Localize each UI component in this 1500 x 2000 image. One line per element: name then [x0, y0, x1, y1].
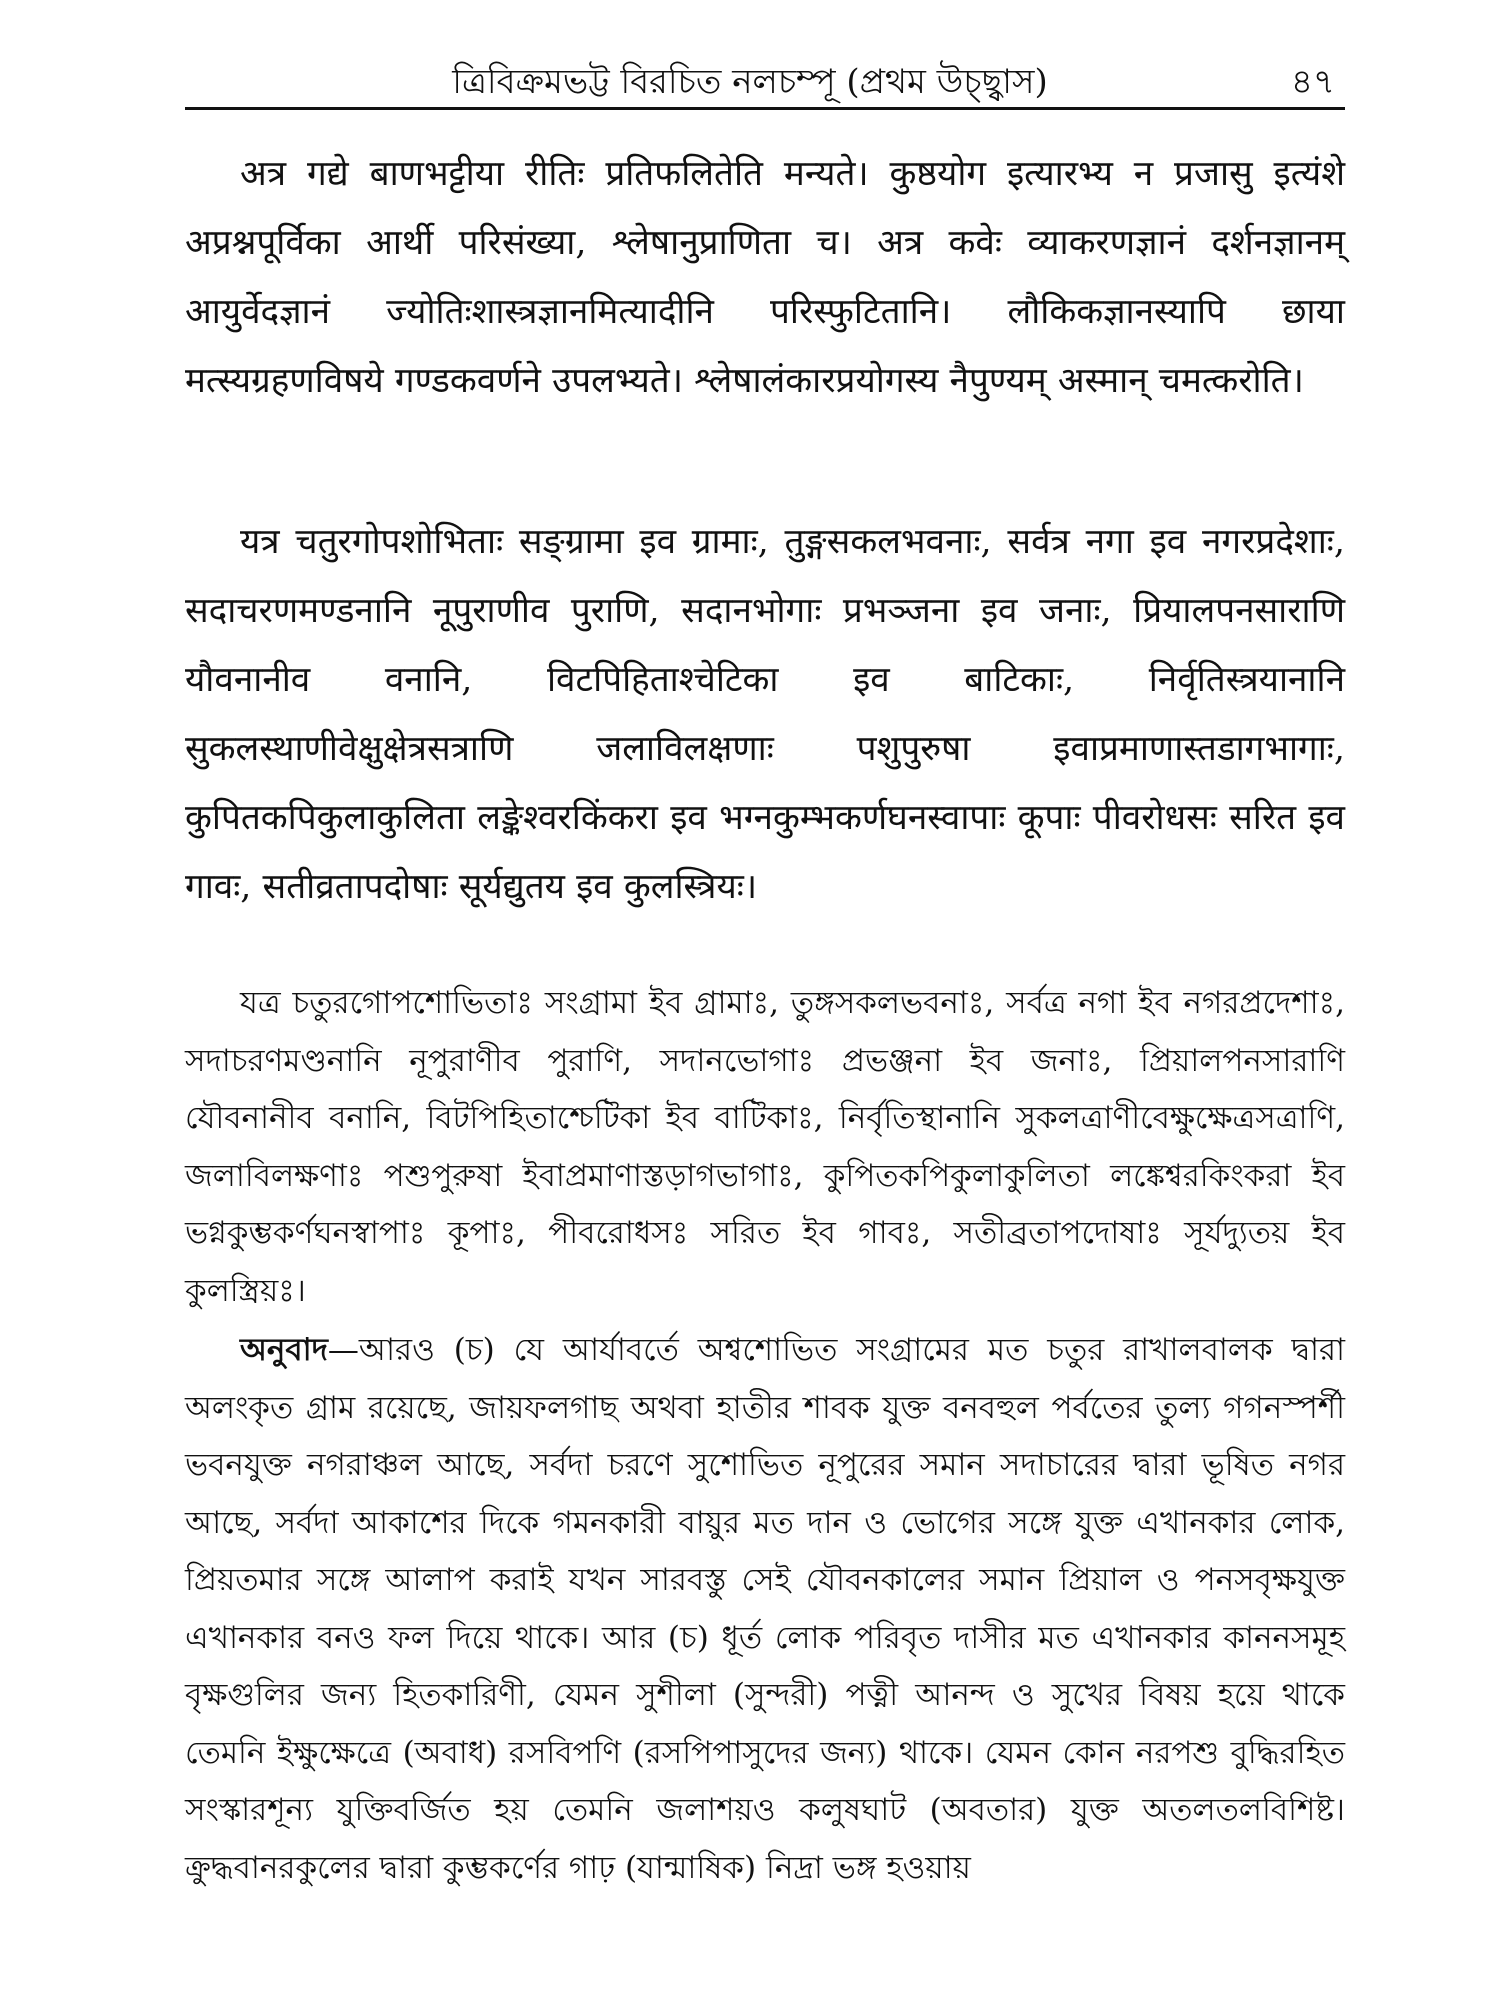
page-header — [0, 52, 1500, 112]
sanskrit-commentary — [185, 140, 1345, 416]
page-number: ৪৭ — [1290, 62, 1335, 102]
sanskrit-verse — [185, 508, 1345, 922]
transliteration-paragraph: যত্র চতুরগোপশোভিতাঃ সংগ্রামা ইব গ্রামাঃ, তুঙ্গসকলভবনাঃ, সর্বত্র নগা ইব নগরপ্রদেশাঃ, সদাচরণমণ্ডনানি নূপুরাণীব পুরাণি, সদানভোগাঃ প্রভঞ্জনা ইব জনাঃ, প্রিয়ালপনসারাণি যৌবনানীব বনানি, বিটপিহিতাশ্চেটিকা ইব বাটিকাঃ, নির্বৃতিস্থানানি সুকলত্রাণীবেক্ষুক্ষেত্রসত্রাণি, জলাবিলক্ষণাঃ পশুপুরুষা ইবাপ্রমাণাস্তড়াগভাগাঃ, কুপিতকপিকুলাকুলিতা লঙ্কেশ্বরকিংকরা ইব ভগ্নকুম্ভকর্ণঘনস্বাপাঃ কূপাঃ, পীবরোধসঃ সরিত ইব গাবঃ, সতীব্রতাপদোষাঃ সূর্যদ্যুতয় ইব কুলস্ত্রিয়ঃ। — [185, 985, 1345, 1309]
translation-text: —আরও (চ) যে আর্যাবর্তে অশ্বশোভিত সংগ্রামের মত চতুর রাখালবালক দ্বারা অলংকৃত গ্রাম রয়েছে, জায়ফলগাছ অথবা হাতীর শাবক যুক্ত বনবহুল পর্বতের তুল্য গগনস্পর্শী ভবনযুক্ত নগরাঞ্চল আছে, সর্বদা চরণে সুশোভিত নূপুরের সমান সদাচারের দ্বারা ভূষিত নগর আছে, সর্বদা আকাশের দিকে গমনকারী বায়ুর মত দান ও ভোগের সঙ্গে যুক্ত এখানকার লোক, প্রিয়তমার সঙ্গে আলাপ করাই যখন সারবস্তু সেই যৌবনকালের সমান প্রিয়াল ও পনসবৃক্ষযুক্ত এখানকার বনও ফল দিয়ে থাকে। আর (চ) ধূর্ত লোক পরিবৃত দাসীর মত এখানকার কাননসমূহ বৃক্ষগুলির জন্য হিতকারিণী, যেমন সুশীলা (সুন্দরী) পত্নী আনন্দ ও সুখের বিষয় হয়ে থাকে তেমনি ইক্ষুক্ষেত্রে (অবাধ) রসবিপণি (রসপিপাসুদের জন্য) থাকে। যেমন কোন নরপশু বুদ্ধিরহিত সংস্কারশূন্য যুক্তিবর্জিত হয় তেমনি জলাশয়ও কলুষঘাট (অবতার) যুক্ত অতলতলবিশিষ্ট। ক্রুদ্ধবানরকুলের দ্বারা কুম্ভকর্ণের গাঢ় (যান্মাষিক) নিদ্রা ভঙ্গ হওয়ায় — [185, 1332, 1345, 1886]
commentary-paragraph: अत्र गद्ये बाणभट्टीया रीतिः प्रतिफलितेति मन्यते। कुष्ठयोग इत्यारभ्य न प्रजासु इत्यंशे अप्रश्नपूर्विका आर्थी परिसंख्या, श्लेषानुप्राणिता च। अत्र कवेः व्याकरणज्ञानं दर्शनज्ञानम् आयुर्वेदज्ञानं ज्योतिःशास्त्रज्ञानमित्यादीनि परिस्फुटितानि। लौकिकज्ञानस्यापि छाया मत्स्यग्रहणविषये गण्डकवर्णने उपलभ्यते। श्लेषालंकारप्रयोगस्य नैपुण्यम् अस्मान् चमत्करोति। — [185, 154, 1345, 401]
translation-paragraph — [185, 1322, 1345, 1897]
sanskrit-text-paragraph: यत्र चतुरगोपशोभिताः सङ्ग्रामा इव ग्रामाः, तुङ्गसकलभवनाः, सर्वत्र नगा इव नगरप्रदेशाः, सदाचरणमण्डनानि नूपुराणीव पुराणि, सदानभोगाः प्रभञ्जना इव जनाः, प्रियालपनसाराणि यौवनानीव वनानि, विटपिहिताश्चेटिका इव बाटिकाः, निर्वृतिस्त्रयानानि सुकलस्थाणीवेक्षुक्षेत्रसत्राणि जलाविलक्षणाः पशुपुरुषा इवाप्रमाणास्तडागभागाः, कुपितकपिकुलाकुलिता लङ्केश्वरकिंकरा इव भग्नकुम्भकर्णघनस्वापाः कूपाः पीवरोधसः सरित इव गावः, सतीव्रतापदोषाः सूर्यद्युतय इव कुलस्त्रियः। — [185, 522, 1345, 907]
bengali-translation — [185, 1322, 1345, 1897]
running-title: ত্রিবিক্রমভট্ট বিরচিত নলচম্পূ (প্রথম উচ্ছ্বাস) — [452, 62, 1048, 102]
bengali-transliteration — [185, 975, 1345, 1320]
header-rule — [185, 107, 1345, 110]
translation-label: অনুবাদ — [240, 1332, 328, 1368]
